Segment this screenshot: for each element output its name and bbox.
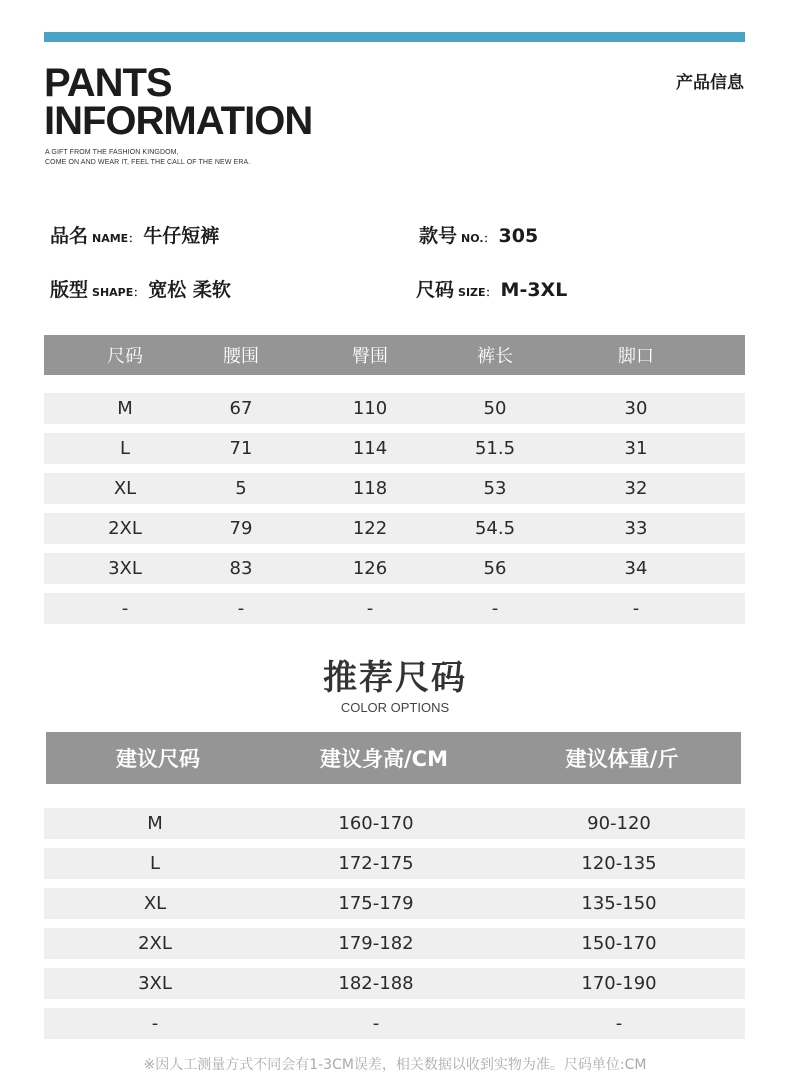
table-cell: 2XL xyxy=(138,933,172,954)
table-cell: XL xyxy=(143,893,167,914)
product-shape-label-en: SHAPE： xyxy=(92,286,145,299)
table-cell: L xyxy=(149,853,161,874)
table-cell: 182-188 xyxy=(338,973,414,994)
table-cell: 83 xyxy=(229,558,253,579)
table-cell: 32 xyxy=(624,478,648,499)
size-table-col-hip: 臀围 xyxy=(352,346,388,367)
product-shape-label-zh: 版型 xyxy=(50,279,89,301)
top-accent-bar xyxy=(44,32,745,42)
table-row xyxy=(44,848,745,879)
table-row xyxy=(44,473,745,504)
table-cell: 114 xyxy=(352,438,388,459)
table-cell: 50 xyxy=(483,398,507,419)
table-cell: - xyxy=(372,1013,380,1034)
table-cell: - xyxy=(491,598,499,619)
table-cell: 54.5 xyxy=(474,518,516,539)
table-cell: 56 xyxy=(483,558,507,579)
recommend-table-header xyxy=(46,732,741,784)
product-size-label-zh: 尺码 xyxy=(416,279,455,301)
table-cell: 135-150 xyxy=(581,893,657,914)
table-row xyxy=(44,553,745,584)
table-row xyxy=(44,433,745,464)
table-cell: - xyxy=(237,598,245,619)
table-cell: 118 xyxy=(352,478,388,499)
table-cell: 33 xyxy=(624,518,648,539)
table-cell: 172-175 xyxy=(338,853,414,874)
table-cell: 30 xyxy=(624,398,648,419)
table-cell: M xyxy=(117,398,133,419)
product-size-field xyxy=(416,275,567,302)
table-cell: 170-190 xyxy=(581,973,657,994)
page-title xyxy=(44,61,313,143)
product-number-value: 305 xyxy=(498,225,539,247)
recommend-col-weight: 建议体重/斤 xyxy=(565,747,679,771)
table-cell: - xyxy=(615,1013,623,1034)
title-line-1: PANTS xyxy=(44,61,172,105)
table-cell: 34 xyxy=(624,558,648,579)
product-size-value: M-3XL xyxy=(500,279,568,301)
table-cell: - xyxy=(366,598,374,619)
tagline-line-1: A GIFT FROM THE FASHION KINGDOM, xyxy=(45,149,179,156)
table-cell: 53 xyxy=(483,478,507,499)
table-cell: 5 xyxy=(235,478,247,499)
product-number-label-en: NO.： xyxy=(461,232,495,245)
table-cell: 90-120 xyxy=(587,813,651,834)
table-cell: - xyxy=(632,598,640,619)
size-table-header xyxy=(44,335,745,375)
table-cell: 110 xyxy=(352,398,388,419)
table-cell: 2XL xyxy=(108,518,142,539)
table-cell: 160-170 xyxy=(338,813,414,834)
table-row xyxy=(44,1008,745,1039)
product-name-label-zh: 品名 xyxy=(50,225,89,247)
recommend-title: 推荐尺码 xyxy=(323,658,467,698)
table-cell: 150-170 xyxy=(581,933,657,954)
table-cell: 179-182 xyxy=(338,933,414,954)
table-row xyxy=(44,928,745,959)
table-row xyxy=(44,513,745,544)
tagline-line-2: COME ON AND WEAR IT, FEEL THE CALL OF THE NEW ERA. xyxy=(45,159,251,166)
size-table-col-leg-opening: 脚口 xyxy=(618,346,654,367)
table-cell: 71 xyxy=(229,438,253,459)
table-cell: 67 xyxy=(229,398,253,419)
table-cell: 51.5 xyxy=(474,438,516,459)
measurement-footnote: ※因人工测量方式不同会有1-3CM误差，相关数据以收到实物为准。尺码单位:CM xyxy=(143,1057,647,1073)
table-cell: 126 xyxy=(352,558,388,579)
table-cell: - xyxy=(121,598,129,619)
table-row xyxy=(44,593,745,624)
table-cell: 175-179 xyxy=(338,893,414,914)
recommend-col-size: 建议尺码 xyxy=(116,747,200,771)
recommend-col-height: 建议身高/CM xyxy=(320,747,448,771)
table-cell: 3XL xyxy=(138,973,172,994)
table-row xyxy=(44,393,745,424)
size-table-col-length: 裤长 xyxy=(477,346,513,367)
table-cell: 31 xyxy=(624,438,648,459)
table-row xyxy=(44,968,745,999)
product-shape-field xyxy=(50,275,231,302)
table-cell: 79 xyxy=(229,518,253,539)
table-cell: L xyxy=(119,438,131,459)
table-row xyxy=(44,888,745,919)
table-cell: 120-135 xyxy=(581,853,657,874)
product-number-label-zh: 款号 xyxy=(419,225,458,247)
product-shape-value: 宽松 柔软 xyxy=(148,279,231,301)
product-name-value: 牛仔短裤 xyxy=(143,225,220,247)
product-size-label-en: SIZE： xyxy=(458,286,497,299)
product-info-label: 产品信息 xyxy=(676,73,744,93)
product-name-field xyxy=(50,221,219,248)
table-cell: M xyxy=(147,813,163,834)
table-cell: 122 xyxy=(352,518,388,539)
title-line-2: INFORMATION xyxy=(44,99,313,143)
product-name-label-en: NAME： xyxy=(92,232,140,245)
product-number-field xyxy=(419,221,538,248)
table-row xyxy=(44,808,745,839)
table-cell: - xyxy=(151,1013,159,1034)
table-cell: XL xyxy=(113,478,137,499)
size-table-col-waist: 腰围 xyxy=(223,346,259,367)
size-table-col-size: 尺码 xyxy=(107,346,143,367)
tagline xyxy=(45,148,250,168)
recommend-subtitle: COLOR OPTIONS xyxy=(340,700,450,715)
table-cell: 3XL xyxy=(108,558,142,579)
